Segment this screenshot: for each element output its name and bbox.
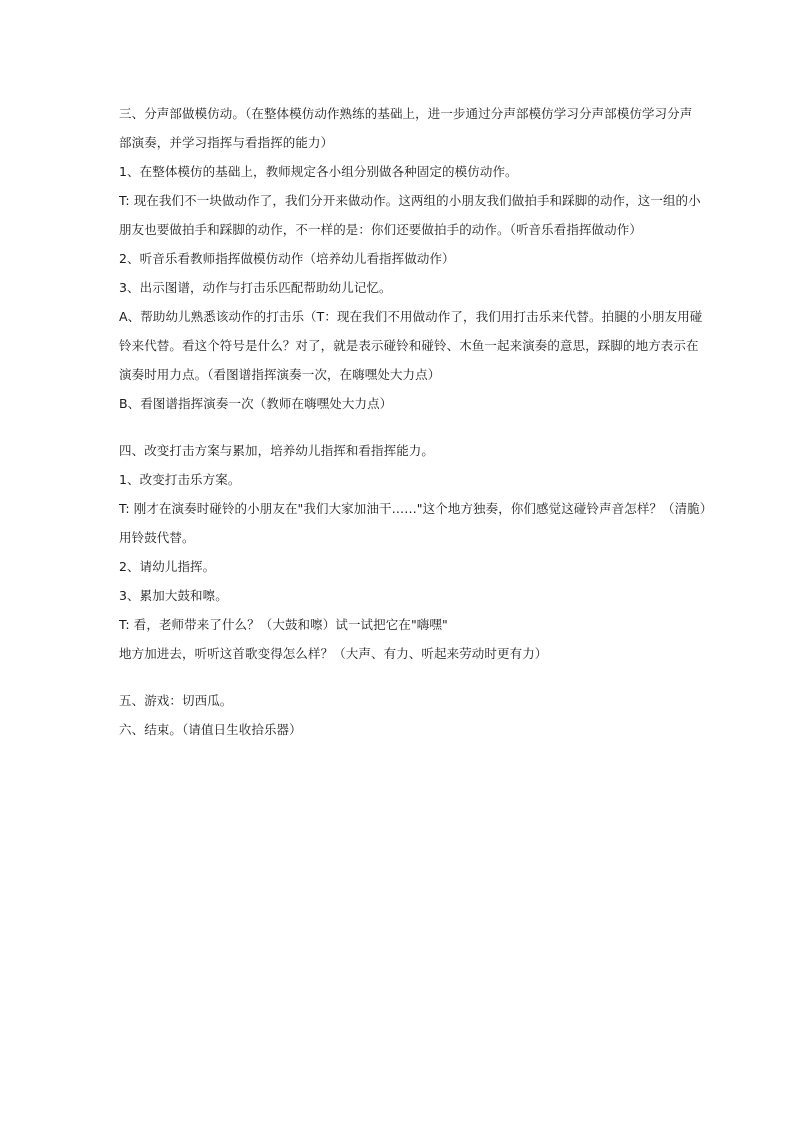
section-three-heading-continued: 部演奏，并学习指挥与看指挥的能力） xyxy=(119,135,334,150)
section-five-six xyxy=(119,686,679,744)
section-four xyxy=(119,436,713,668)
document-body xyxy=(119,99,713,744)
paragraph-line: 朋友也要做拍手和踩脚的动作，不一样的是：你们还要做拍手的动作。（听音乐看指挥做动作） xyxy=(119,222,642,237)
paragraph-line: 用铃鼓代替。 xyxy=(119,530,195,545)
paragraph-line: 地方加进去，听听这首歌变得怎么样？（大声、有力、听起来劳动时更有力） xyxy=(119,646,548,661)
paragraph-line: 演奏时用力点。（看图谱指挥演奏一次，在嗨嘿处大力点） xyxy=(119,367,441,382)
paragraph-line: 2、听音乐看教师指挥做模仿动作（培养幼儿看指挥做动作） xyxy=(119,251,455,266)
paragraph-line: A、帮助幼儿熟悉该动作的打击乐（T：现在我们不用做动作了，我们用打击乐来代替。拍腿的小朋友用碰 xyxy=(119,309,703,324)
section-three xyxy=(119,99,703,418)
paragraph-line: 1、改变打击乐方案。 xyxy=(119,472,241,487)
paragraph-line: B、看图谱指挥演奏一次（教师在嗨嘿处大力点） xyxy=(119,396,393,411)
paragraph-line: 铃来代替。看这个符号是什么？对了，就是表示碰铃和碰铃、木鱼一起来演奏的意思，踩脚的地方表示在 xyxy=(119,338,699,353)
section-three-heading: 三、分声部做模仿动。（在整体模仿动作熟练的基础上，进一步通过分声部模仿学习分声部模仿学习分声 xyxy=(119,106,693,121)
paragraph-line: T: 看，老师带来了什么？（大鼓和嚓）试一试把它在"嗨嘿" xyxy=(119,617,448,632)
paragraph-line: T: 刚才在演奏时碰铃的小朋友在"我们大家加油干……"这个地方独奏，你们感觉这碰铃声音怎样？（清脆） xyxy=(119,501,713,516)
section-five-heading: 五、游戏：切西瓜。 xyxy=(119,693,233,708)
paragraph-line: T: 现在我们不一块做动作了，我们分开来做动作。这两组的小朋友我们做拍手和踩脚的动作，这一组的小 xyxy=(119,193,701,208)
section-spacer xyxy=(119,668,679,686)
section-spacer xyxy=(119,418,679,436)
paragraph-line: 2、请幼儿指挥。 xyxy=(119,559,216,574)
section-four-heading: 四、改变打击方案与累加，培养幼儿指挥和看指挥能力。 xyxy=(119,443,435,458)
paragraph-line: 3、累加大鼓和嚓。 xyxy=(119,588,228,603)
section-six-heading: 六、结束。（请值日生收拾乐器） xyxy=(119,722,302,737)
paragraph-line: 1、在整体模仿的基础上，教师规定各小组分别做各种固定的模仿动作。 xyxy=(119,164,518,179)
paragraph-line: 3、出示图谱，动作与打击乐匹配帮助幼儿记忆。 xyxy=(119,280,392,295)
